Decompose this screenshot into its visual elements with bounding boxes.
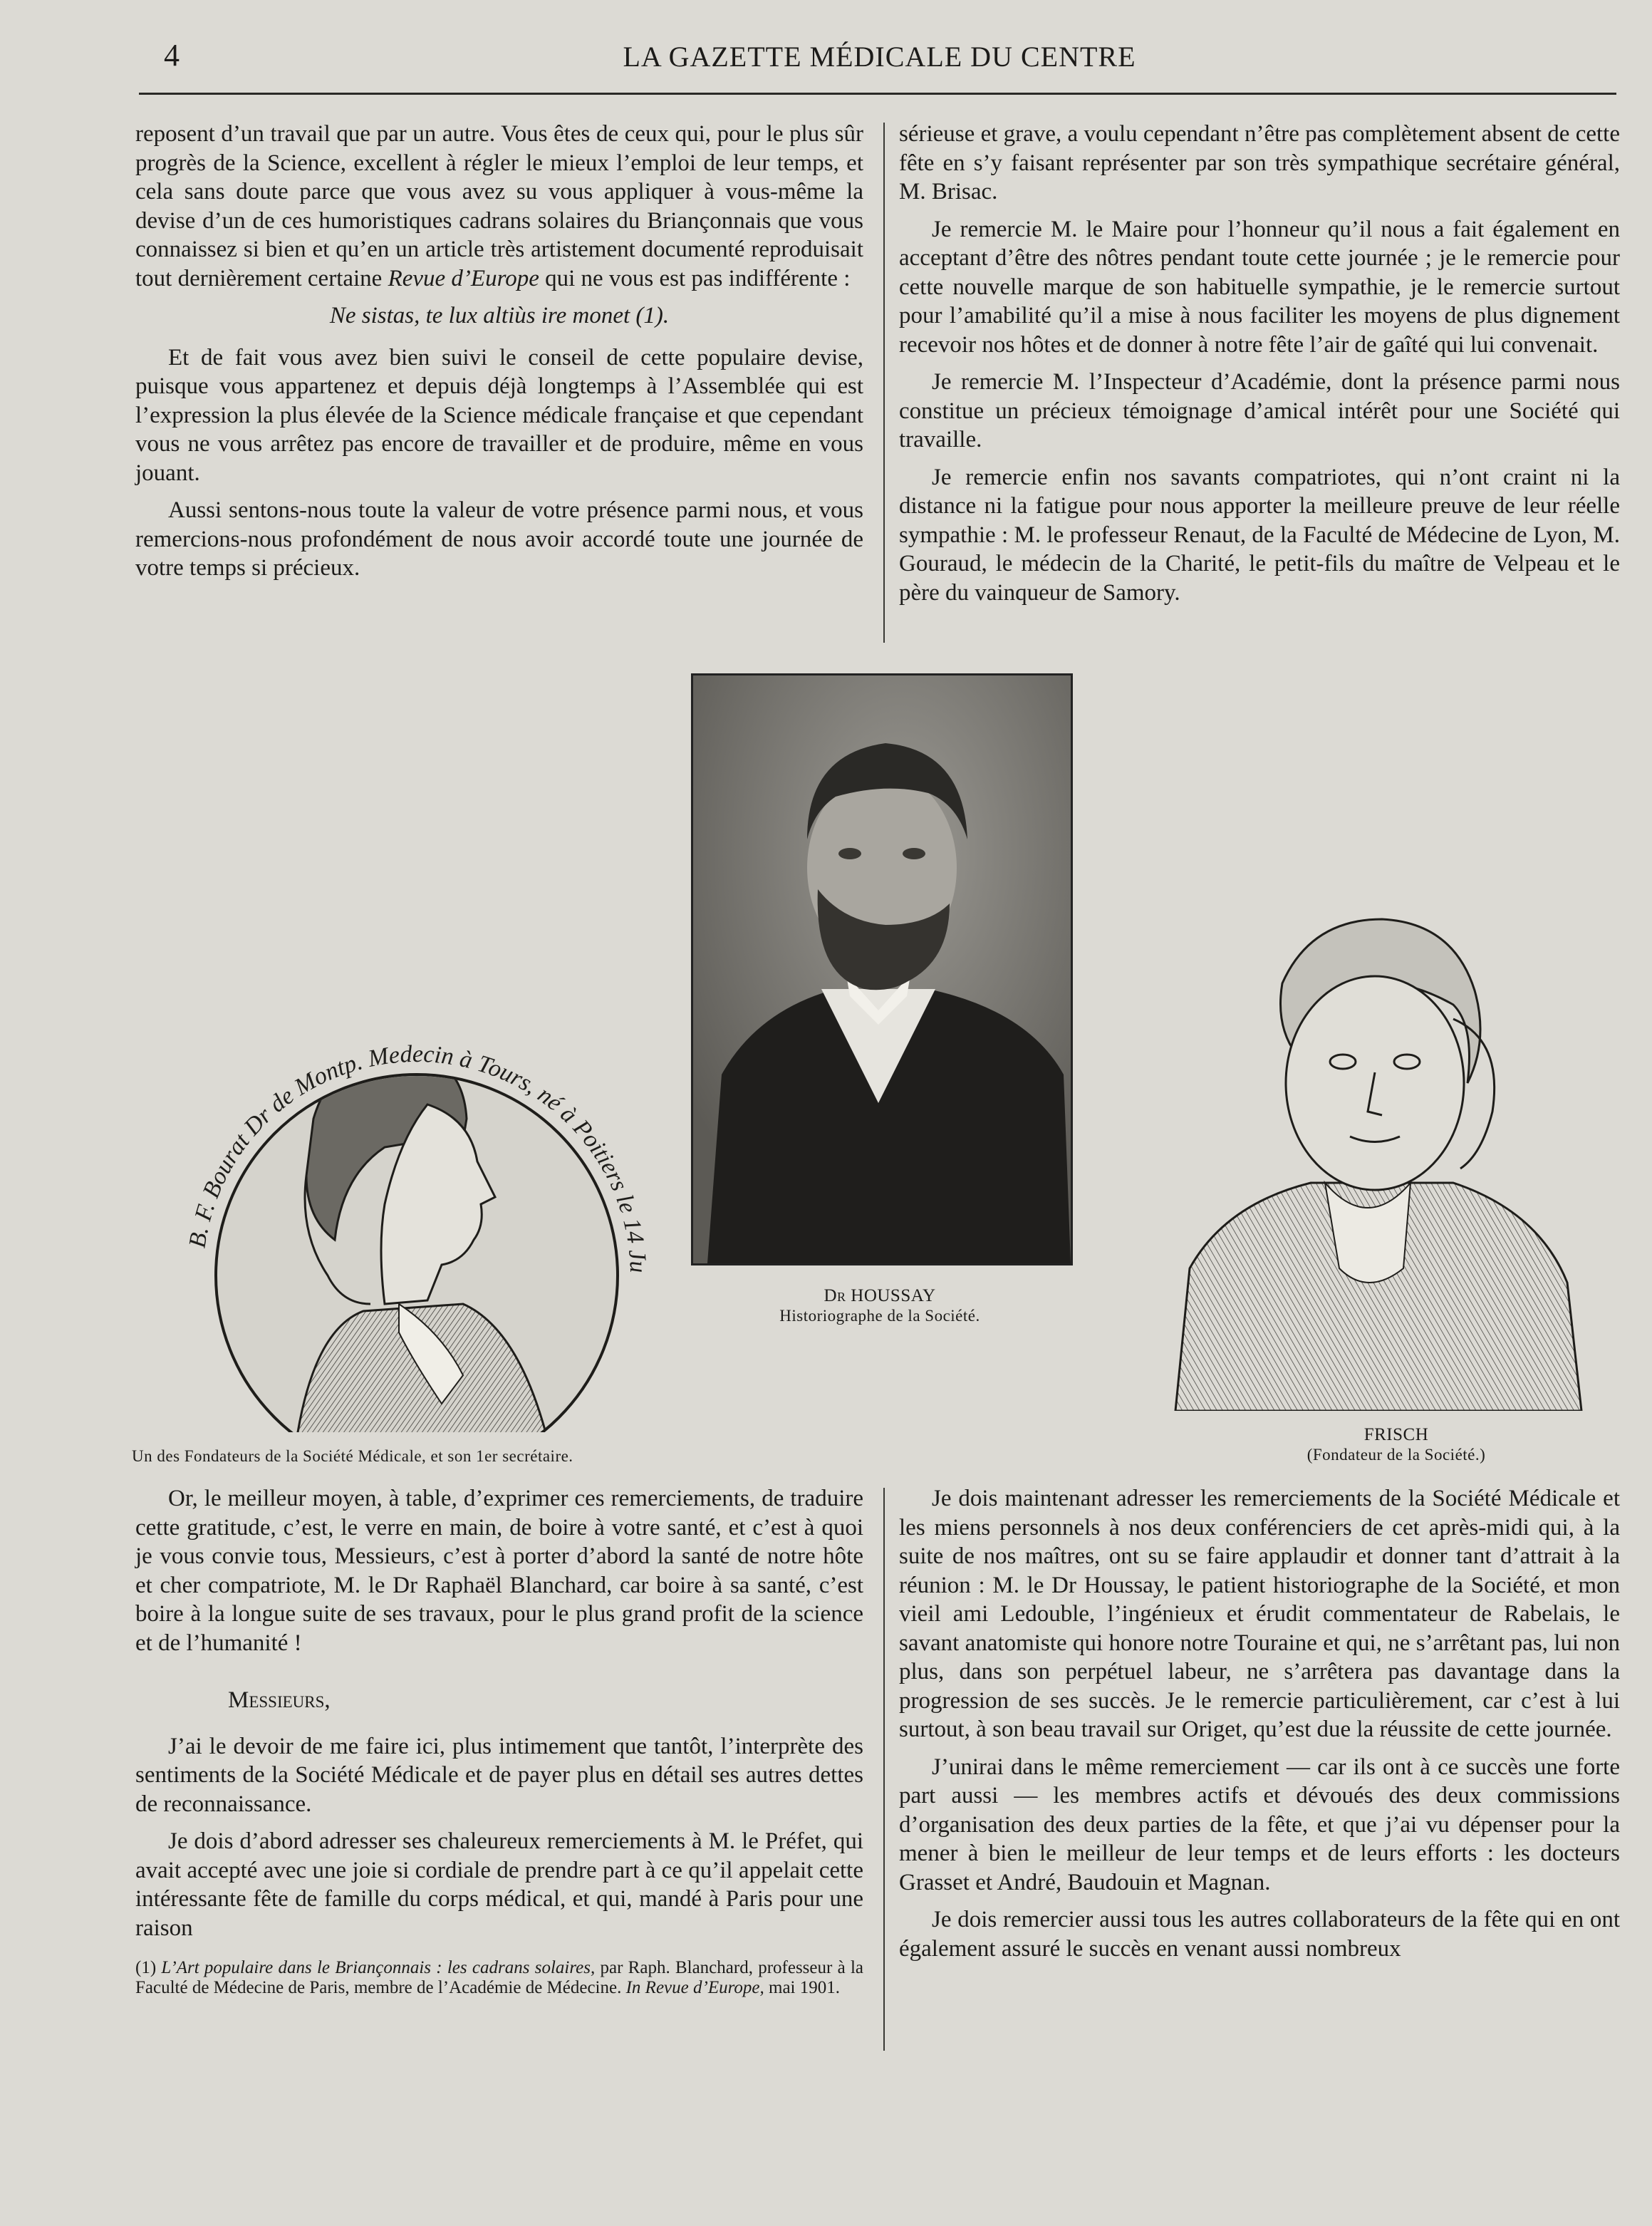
header-rule [139, 93, 1616, 95]
houssay-caption [691, 1286, 1069, 1326]
paragraph: Je remercie M. le Maire pour l’honneur qu’il nous a fait également en acceptant d’être des nôtres pendant toute cette journée ; je le remercie pour cette nouvelle marque de son habituelle sympathie, je le remercie surtout pour l’amabilité qu’il a mise à nous faciliter les moyens de plus dignement recevoir nos hôtes et de donner à notre fête l’air de gaîté qui lui convenait. [899, 216, 1620, 358]
top-left-column [135, 120, 863, 591]
paragraph: Je dois remercier aussi tous les autres collaborateurs de la fête qui en ont également assuré le succès en venant aussi nombreux [899, 1907, 1620, 1962]
frisch-engraving-portrait [1168, 898, 1589, 1411]
bottom-left-column [135, 1484, 863, 1998]
houssay-role: Historiographe de la Société. [779, 1307, 980, 1325]
frisch-name: FRISCH [1363, 1425, 1429, 1444]
footnote: (1) L’Art populaire dans le Briançonnais : les cadrans solaires, par Raph. Blanchard, professeur à la Faculté de Médecine de Paris, membre de l’Académie de Médecine. In Revue d’Europe, mai 1901. [135, 1958, 863, 1997]
running-head [135, 37, 1624, 80]
medallion-inscription: B. F. Bourat Dr de Montp. Medecin à Tours, né à Poitiers le 14 Ju [184, 1040, 652, 1274]
frisch-role: (Fondateur de la Société.) [1306, 1446, 1486, 1464]
column-rule [883, 1488, 885, 2051]
houssay-photograph [691, 673, 1073, 1265]
bourat-caption: Un des Fondateurs de la Société Médicale, et son 1er secrétaire. [132, 1447, 573, 1465]
paragraph: Aussi sentons-nous toute la valeur de votre présence parmi nous, et vous remercions-nous profondément de nous avoir accordé toute une journée de votre temps si précieux. [135, 497, 863, 581]
paragraph: Et de fait vous avez bien suivi le conseil de cette populaire devise, puisque vous appartenez et depuis déjà longtemps à l’Assemblée qui est l’expression la plus élevée de la Science médicale française et que cependant vous ne vous arrêtez pas encore de travailler et de produire, même en vous jouant. [135, 344, 863, 486]
paragraph: J’ai le devoir de me faire ici, plus intimement que tantôt, l’interprète des sentiments de la Société Médicale et de payer plus en détail ses autres dettes de reconnaissance. [135, 1733, 863, 1817]
paragraph: Je dois maintenant adresser les remerciements de la Société Médicale et les miens personnels à nos deux conférenciers de cet après-midi qui, à la suite de nos maîtres, ont su se faire applaudir et donner tant d’attrait à la réunion : M. le Dr Houssay, le patient historiographe de la Société, et mon vieil ami Ledouble, l’ingénieux et érudit commentateur de Rabelais, le savant anatomiste qui honore notre Touraine et qui, ne s’arrêtant pas, lui non plus, dans son perpétuel labeur, ne s’arrêtera pas davantage dans la progression de ses succès. Je le remercie particulièrement, car c’est à lui surtout, à son beau travail sur Origet, qu’est due la réussite de cette journée. [899, 1486, 1620, 1742]
paragraph: Je remercie M. l’Inspecteur d’Académie, dont la présence parmi nous constitue un précieux témoignage d’amical intérêt pour une Société qui travaille. [899, 369, 1620, 452]
paragraph: reposent d’un travail que par un autre. Vous êtes de ceux qui, pour le plus sûr progrès de la Science, excellent à régler le mieux l’emploi de leur temps, et cela sans doute parce que vous avez su vous appliquer à vous-même la devise d’un de ces humoristiques cadrans solaires du Briançonnais que vous connaissez si bien et qu’en un article très artistement documenté reproduisait tout dernièrement certaine Revue d’Europe qui ne vous est pas indifférente : [135, 121, 863, 291]
paragraph: Je dois d’abord adresser ses chaleureux remerciements à M. le Préfet, qui avait accepté avec une joie si cordiale de prendre part à ce qu’il appelait cette intéressante fête de famille du corps médical, et qui, mandé à Paris pour une raison [135, 1828, 863, 1941]
bourat-medallion-portrait [128, 905, 698, 1432]
journal-reference: Revue d’Europe [388, 265, 539, 291]
houssay-name: Dr HOUSSAY [824, 1286, 936, 1305]
paragraph: Je remercie enfin nos savants compatriotes, qui n’ont craint ni la distance ni la fatigue pour nous apporter la meilleure preuve de leur réelle sympathie : M. le professeur Renaut, de la Faculté de Médecine de Lyon, M. Gouraud, le médecin de la Charité, le petit-fils du maître de Velpeau et le père du vainqueur de Samory. [899, 464, 1620, 606]
latin-motto: Ne sistas, te lux altiùs ire monet (1). [329, 303, 670, 328]
salutation: Messieurs, [228, 1687, 331, 1713]
bottom-right-column [899, 1484, 1620, 1972]
top-right-column [899, 120, 1620, 616]
frisch-caption [1225, 1425, 1567, 1465]
column-rule [883, 123, 885, 643]
paragraph: sérieuse et grave, a voulu cependant n’être pas complètement absent de cette fête en s’y faisant représenter par son très sympathique secrétaire général, M. Brisac. [899, 121, 1620, 205]
paragraph: Or, le meilleur moyen, à table, d’exprimer ces remerciements, de traduire cette gratitude, c’est, le verre en main, de boire à votre santé, et c’est à quoi je vous convie tous, Messieurs, c’est à porter d’abord la santé de notre hôte et cher compatriote, M. le Dr Raphaël Blanchard, car boire à sa santé, c’est boire à la longue suite de ses travaux, pour le plus grand profit de la science et de l’humanité ! [135, 1486, 863, 1656]
journal-title: LA GAZETTE MÉDICALE DU CENTRE [623, 41, 1136, 73]
paragraph: J’unirai dans le même remerciement — car ils ont à ce succès une forte part aussi — les membres actifs et dévoués des deux commissions d’organisation des deux parties de la fête, et que j’ai vu dépenser pour la mener à bien le meilleur de leur temps et de leurs efforts : les docteurs Grasset et André, Baudouin et Magnan. [899, 1754, 1620, 1895]
page-number: 4 [164, 38, 180, 73]
